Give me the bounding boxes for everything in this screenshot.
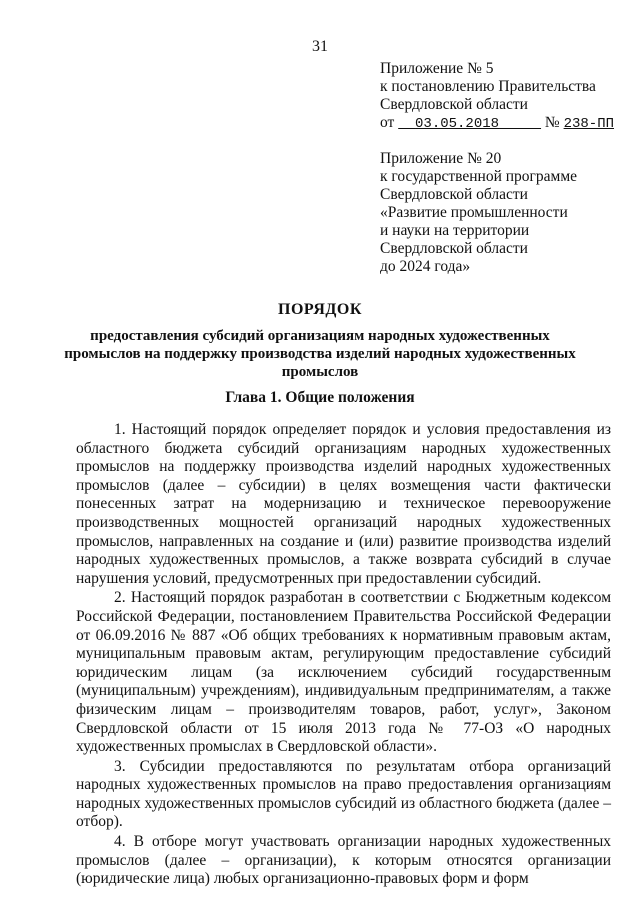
appendix-20-line: и науки на территории [380, 222, 530, 239]
paragraph: 2. Настоящий порядок разработан в соответствии с Бюджетным кодексом Российской Федерации, постановлением Правительства Российской Федерации от 06.09.2016 № 887 «Об общих требованиях к нормативным правовым актам, муниципальным правовым актам, регулирующим предоставление субсидий юридическим лицам (за исключением субсидий государственным (муниципальным) учреждениям), индивидуальным предпринимателям, а также физическим лицам – производителям товаров, работ, услуг», Законом Свердловской области от 15 июля 2013 года № 77-ОЗ «О народных художественных промыслах в Свердловской области». [76, 589, 611, 756]
appendix-20-line: Приложение № 20 [380, 150, 502, 167]
date-prefix: от [380, 114, 395, 131]
appendix-20-block [380, 150, 620, 276]
appendix-20-line: «Развитие промышленности [380, 204, 568, 221]
title-main: ПОРЯДОК [278, 301, 362, 318]
paragraph: 4. В отборе могут участвовать организации народных художественных промыслов (далее – организации), к которым относятся организации (юридические лица) любых организационно-правовых форм и форм [76, 833, 611, 888]
appendix-5-block [380, 60, 620, 133]
paragraph: 1. Настоящий порядок определяет порядок и условия предоставления из областного бюджета субсидий организациям народных художественных промыслов на поддержку производства изделий народных художественных промыслов (далее – субсидии) в целях возмещения части фактически понесенных затрат на модернизацию и техническое перевооружение производственных мощностей организаций народных художественных промыслов, направленных на создание и (или) развитие производства изделий народных художественных промыслов, а также возврата субсидий в случае нарушения условий, предусмотренных при предоставлении субсидий. [76, 421, 611, 587]
page-number: 31 [312, 38, 328, 55]
appendix-5-line: Свердловской области [380, 96, 528, 113]
chapter-heading: Глава 1. Общие положения [225, 389, 415, 406]
document-number: 238-ПП [563, 116, 615, 132]
title-subtitle: предоставления субсидий организациям народных художественных промыслов на поддержку производства изделий народных художественных промыслов [64, 328, 576, 380]
body-text [76, 421, 611, 890]
appendix-20-line: к государственной программе [380, 168, 578, 185]
appendix-20-line: до 2024 года» [380, 258, 471, 275]
appendix-20-line: Свердловской области [380, 186, 528, 203]
document-title [60, 301, 580, 381]
appendix-5-line: Приложение № 5 [380, 60, 494, 77]
number-prefix: № [544, 114, 560, 131]
appendix-5-date-line [380, 114, 620, 133]
paragraph: 3. Субсидии предоставляются по результатам отбора организаций народных художественных промыслов на право предоставления организациям народных художественных промыслов субсидий из областного бюджета (далее – отбор). [76, 757, 612, 831]
document-date: 03.05.2018 [415, 116, 500, 132]
appendix-5-line: к постановлению Правительства [380, 78, 596, 95]
appendix-20-line: Свердловской области [380, 240, 528, 257]
